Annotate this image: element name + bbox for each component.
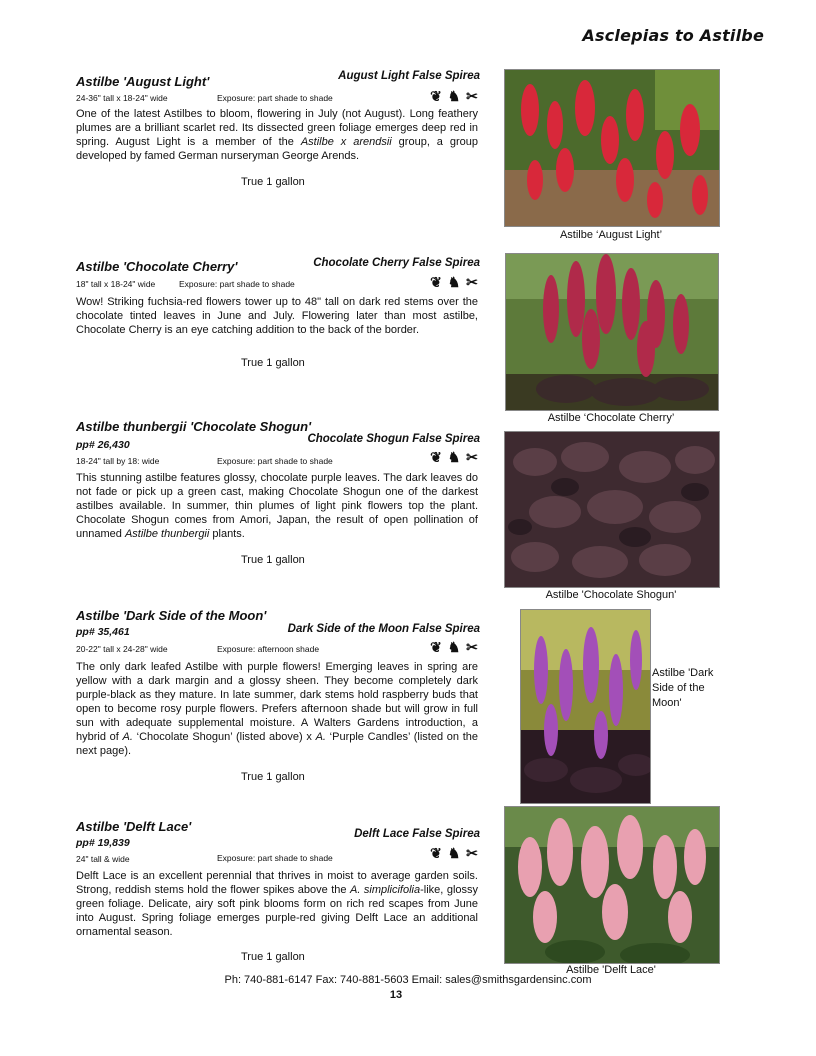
plant-exposure: Exposure: part shade to shade (179, 279, 295, 289)
butterfly-icon: ❦ (430, 88, 442, 104)
butterfly-icon: ❦ (430, 274, 442, 290)
photo-chocolate-cherry (505, 253, 719, 411)
pot-size: True 1 gallon (241, 357, 305, 369)
plant-name: Astilbe 'August Light' (76, 74, 210, 89)
common-name: Chocolate Cherry False Spirea (313, 257, 480, 269)
deer-icon: ♞ (447, 449, 461, 465)
plant-size: 24-36" tall x 18-24" wide (76, 93, 168, 103)
scissors-icon: ✂ (466, 639, 478, 655)
plant-entry-august-light (76, 70, 480, 220)
plant-name: Astilbe 'Delft Lace' (76, 819, 192, 834)
attribute-icons (428, 450, 480, 465)
plant-size: 18-24" tall by 18: wide (76, 456, 160, 466)
attribute-icons (428, 640, 480, 655)
deer-icon: ♞ (447, 639, 461, 655)
plant-exposure: Exposure: part shade to shade (217, 456, 333, 466)
plant-size: 20-22" tall x 24-28" wide (76, 644, 168, 654)
photo-dark-side-of-the-moon (520, 609, 651, 804)
photo-chocolate-shogun (504, 431, 720, 588)
plant-size: 24" tall & wide (76, 854, 130, 864)
plant-name: Astilbe thunbergii 'Chocolate Shogun' (76, 419, 312, 434)
plant-entry-delft-lace (76, 819, 480, 969)
plant-exposure: Exposure: part shade to shade (217, 853, 333, 863)
plant-patent: pp# 19,839 (76, 837, 130, 849)
plant-entry-chocolate-cherry (76, 256, 480, 386)
butterfly-icon: ❦ (430, 845, 442, 861)
plant-description: This stunning astilbe features glossy, chocolate purple leaves. The dark leaves do not fade or pick up a green cast, making Chocolate Shogun one of the darkest astilbes available. In summer, thin plumes of light pink flowers top the plant. Chocolate Shogun comes from Amori, Japan, the result of open pollination of unnamed Astilbe thunbergii plants. (76, 472, 478, 540)
plant-description: Wow! Striking fuchsia-red flowers tower up to 48" tall on dark red stems over the chocolate tinted leaves in June and July. Flowering later than most astilbe, Chocolate Cherry is an eye catching addition to the back of the border. (76, 296, 478, 336)
pot-size: True 1 gallon (241, 554, 305, 566)
scissors-icon: ✂ (466, 449, 478, 465)
page-number: 13 (389, 989, 403, 1001)
pot-size: True 1 gallon (241, 951, 305, 963)
plant-entry-chocolate-shogun (76, 418, 480, 573)
photo-caption: Astilbe 'Delft Lace' (566, 964, 656, 976)
photo-caption: Astilbe 'Chocolate Shogun' (545, 589, 677, 601)
butterfly-icon: ❦ (430, 639, 442, 655)
photo-caption: Astilbe 'Dark Side of the Moon' (652, 667, 714, 709)
butterfly-icon: ❦ (430, 449, 442, 465)
plant-description: Delft Lace is an excellent perennial that thrives in moist to average garden soils. Strong, reddish stems hold the flower spikes above the A. simplicifolia-like, glossy green foliage. Delicate, airy soft pink blooms form on rich red scapes from June into August. Spring foliage emerges purple-red giving Delft Lace an additional ornamental season. (76, 870, 479, 938)
common-name: August Light False Spirea (338, 70, 480, 82)
plant-exposure: Exposure: afternoon shade (217, 644, 320, 654)
plant-size: 18" tall x 18-24" wide (76, 279, 156, 289)
attribute-icons (428, 89, 480, 104)
common-name: Delft Lace False Spirea (354, 828, 480, 840)
plant-patent: pp# 26,430 (76, 439, 130, 451)
deer-icon: ♞ (447, 88, 461, 104)
photo-august-light (504, 69, 720, 227)
footer-contact: Ph: 740-881-6147 Fax: 740-881-5603 Email: sales@smithsgardensinc.com (224, 974, 592, 986)
plant-patent: pp# 35,461 (76, 626, 130, 638)
deer-icon: ♞ (447, 845, 461, 861)
plant-entry-dark-side-of-the-moon (76, 607, 480, 787)
plant-name: Astilbe 'Chocolate Cherry' (76, 259, 238, 274)
plant-description: One of the latest Astilbes to bloom, flowering in July (not August). Long feathery plumes are a brilliant scarlet red. Its dissected green foliage emerges deep red in spring. August Light is a member of the Astilbe x arendsii group, a group developed by famed German nurseryman George Arends. (76, 108, 478, 162)
photo-caption: Astilbe ‘Chocolate Cherry’ (547, 412, 675, 424)
plant-name: Astilbe 'Dark Side of the Moon' (76, 608, 267, 623)
common-name: Dark Side of the Moon False Spirea (287, 623, 480, 635)
attribute-icons (428, 846, 480, 861)
attribute-icons (428, 275, 480, 290)
common-name: Chocolate Shogun False Spirea (307, 433, 480, 445)
scissors-icon: ✂ (466, 274, 478, 290)
plant-description: The only dark leafed Astilbe with purple flowers! Emerging leaves in spring are yellow with a dark margin and a glossy sheen. They become completely dark purple-black as they mature. In late summer, dark stems hold raspberry buds that open to become rosy purple flowers. Prefers afternoon shade but will grow in full sun with adequate supplemental moisture. A Walters Gardens introduction, a hybrid of A. ‘Chocolate Shogun’ (listed above) x A. ‘Purple Candles’ (listed on the next page). (76, 661, 478, 757)
plant-exposure: Exposure: part shade to shade (217, 93, 333, 103)
scissors-icon: ✂ (466, 88, 478, 104)
deer-icon: ♞ (447, 274, 461, 290)
photo-delft-lace (504, 806, 720, 964)
section-title: Asclepias to Astilbe (582, 26, 764, 45)
scissors-icon: ✂ (466, 845, 478, 861)
pot-size: True 1 gallon (241, 771, 305, 783)
pot-size: True 1 gallon (241, 176, 305, 188)
photo-caption: Astilbe ‘August Light’ (559, 229, 663, 241)
